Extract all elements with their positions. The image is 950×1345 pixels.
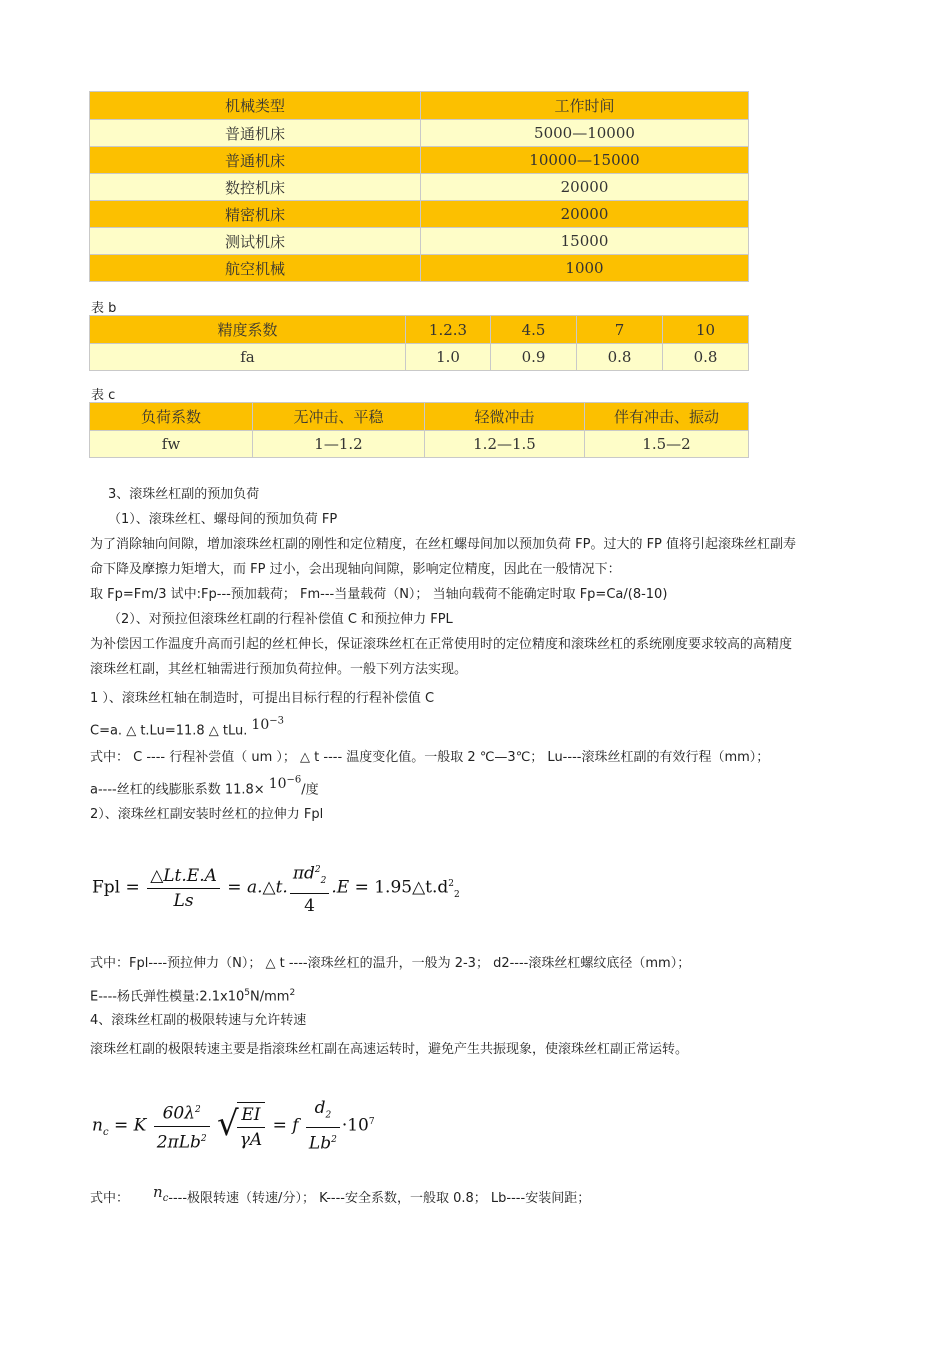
- table-row: [90, 174, 749, 201]
- den-sup: 2: [200, 1133, 207, 1144]
- paragraph-line: 为补偿因工作温度升高而引起的丝杠伸长，保证滚珠丝杠在正常使用时的定位精度和滚珠丝杠的系统刚度要求较高的高精度: [90, 637, 793, 652]
- fraction-numerator: [306, 1098, 340, 1128]
- table-header-cell: 4.5: [491, 316, 577, 344]
- table-header-cell: 1.2.3: [406, 316, 491, 344]
- exp-base: 10: [268, 775, 287, 792]
- table-row: [90, 344, 749, 371]
- table-cell: 5000—10000: [421, 120, 749, 147]
- nc-formula: [92, 1098, 375, 1154]
- fraction-numerator: [290, 860, 330, 894]
- machine-life-table: [89, 91, 749, 282]
- table-cell: 数控机床: [90, 174, 421, 201]
- nc-desc-text: ----极限转速（转速/分）； K----安全系数，一般取 0.8； Lb----安装间距；: [168, 1191, 591, 1206]
- fpl-formula: [92, 860, 460, 916]
- table-header-cell: 10: [663, 316, 749, 344]
- formula-rhs: 1.95△t.d: [374, 877, 449, 898]
- subsection-heading: （2）、对预拉但滚珠丝杠副的行程补偿值 C 和预拉伸力 FPL: [108, 612, 453, 627]
- formula-fraction: [306, 1098, 340, 1154]
- formula-term: K: [133, 1115, 147, 1136]
- table-cell: 0.9: [491, 344, 577, 371]
- tail-sup: 7: [368, 1116, 375, 1127]
- table-cell: 测试机床: [90, 228, 421, 255]
- formula-term: ·10: [341, 1115, 369, 1136]
- fraction-numerator: [154, 1100, 210, 1127]
- table-row: [90, 431, 749, 458]
- subsection-heading: （1）、滚珠丝杠、螺母间的预加负荷 FP: [108, 512, 338, 527]
- table-cell: 1—1.2: [253, 431, 425, 458]
- table-cell: 1.2—1.5: [425, 431, 585, 458]
- formula-line: [90, 715, 284, 741]
- formula-fraction: [290, 860, 330, 916]
- precision-coefficient-table: [89, 315, 749, 371]
- den-text: 2πLb: [156, 1132, 201, 1153]
- table-cell: 1000: [421, 255, 749, 282]
- table-header-cell: 负荷系数: [90, 403, 253, 431]
- table-cell: 普通机床: [90, 147, 421, 174]
- desc-prefix: 式中：: [90, 1191, 130, 1206]
- table-header-cell: 轻微冲击: [425, 403, 585, 431]
- formula-equals: =: [125, 877, 140, 898]
- table-header-cell: 机械类型: [90, 92, 421, 120]
- rhs-sup: 2: [448, 878, 455, 889]
- table-cell: 精密机床: [90, 201, 421, 228]
- table-header-cell: 精度系数: [90, 316, 406, 344]
- num-sup: 2: [314, 865, 321, 875]
- formula-equals: =: [227, 877, 242, 898]
- paragraph-line: [90, 984, 295, 1006]
- fraction-denominator: [306, 1128, 340, 1154]
- table-header-row: [90, 92, 749, 120]
- e-desc-text: E----杨氏弹性模量:2.1x10: [90, 989, 245, 1005]
- table-caption: 表 c: [91, 388, 116, 403]
- load-coefficient-table: [89, 402, 749, 458]
- rhs-sub: 2: [454, 889, 460, 900]
- a-desc-text: a----丝杠的线膨胀系数 11.8×: [90, 782, 265, 798]
- a-unit: /度: [301, 782, 319, 798]
- fraction-numerator: EI: [237, 1105, 265, 1128]
- fraction-denominator: γA: [239, 1130, 263, 1151]
- nc-base: n: [153, 1183, 163, 1201]
- e-power: 5: [244, 988, 251, 998]
- table-header-row: [90, 316, 749, 344]
- c-exponent: [251, 717, 284, 733]
- nc-sub: c: [162, 1193, 169, 1204]
- list-item: 2）、滚珠丝杠副安装时丝杠的拉伸力 Fpl: [90, 807, 324, 822]
- exp-base: 10: [251, 716, 270, 733]
- table-cell: 1.5—2: [585, 431, 749, 458]
- num-sub: 2: [320, 876, 327, 887]
- table-header-cell: 7: [577, 316, 663, 344]
- num-text: 60λ: [162, 1103, 196, 1124]
- table-header-row: [90, 403, 749, 431]
- num-text: πd: [292, 863, 315, 884]
- num-sub: 2: [325, 1110, 332, 1121]
- fraction-denominator: 4: [304, 896, 315, 917]
- table-row: [90, 201, 749, 228]
- formula-term: a.△t.: [246, 877, 288, 898]
- formula-fraction: [147, 866, 220, 911]
- c-formula-text: C=a. △ t.Lu=11.8 △ tLu.: [90, 723, 248, 739]
- formula-lhs: n: [92, 1115, 103, 1136]
- formula-equals: =: [272, 1115, 287, 1136]
- paragraph-line: 式中：Fpl----预拉伸力（N）； △ t ----滚珠丝杠的温升，一般为 2-3； d2----滚珠丝杠螺纹底径（mm）；: [90, 956, 691, 971]
- exp-power: −3: [269, 715, 284, 726]
- table-cell: 0.8: [577, 344, 663, 371]
- table-cell: fw: [90, 431, 253, 458]
- paragraph-line: 为了消除轴向间隙，增加滚珠丝杠副的刚性和定位精度，在丝杠螺母间加以预加负荷 FP。过大的 FP 值将引起滚珠丝杠副寿: [90, 537, 797, 552]
- table-row: [90, 228, 749, 255]
- e-unit-power: 2: [289, 988, 296, 998]
- sqrt-symbol: √: [217, 1104, 239, 1145]
- lhs-sub: c: [102, 1126, 109, 1138]
- fraction-numerator: △Lt.E.A: [147, 866, 220, 889]
- table-cell: fa: [90, 344, 406, 371]
- table-header-cell: 工作时间: [421, 92, 749, 120]
- table-header-cell: 无冲击、平稳: [253, 403, 425, 431]
- table-cell: 10000—15000: [421, 147, 749, 174]
- sqrt-fraction: [237, 1102, 265, 1150]
- formula-term: f: [292, 1115, 299, 1136]
- table-cell: 普通机床: [90, 120, 421, 147]
- section-heading: 4、滚珠丝杠副的极限转速与允许转速: [90, 1013, 307, 1028]
- table-cell: 1.0: [406, 344, 491, 371]
- exp-power: −6: [286, 774, 302, 785]
- paragraph-line: 滚珠丝杠副的极限转速主要是指滚珠丝杠副在高速运转时，避免产生共振现象，使滚珠丝杠副正常运转。: [90, 1042, 689, 1057]
- table-caption: 表 b: [91, 301, 117, 316]
- paragraph-line: 滚珠丝杠副，其丝杠轴需进行预加负荷拉伸。一般下列方法实现。: [90, 662, 468, 677]
- table-cell: 20000: [421, 174, 749, 201]
- fraction-denominator: Ls: [173, 890, 194, 911]
- table-cell: 航空机械: [90, 255, 421, 282]
- list-item: 1 ）、滚珠丝杠轴在制造时，可提出目标行程的行程补偿值 C: [90, 691, 435, 706]
- den-text: Lb: [308, 1134, 332, 1155]
- formula-equals: =: [113, 1115, 129, 1136]
- table-header-cell: 伴有冲击、振动: [585, 403, 749, 431]
- table-cell: 20000: [421, 201, 749, 228]
- e-unit: N/mm: [250, 989, 290, 1005]
- formula-fraction: [154, 1100, 210, 1152]
- table-cell: 0.8: [663, 344, 749, 371]
- table-row: [90, 120, 749, 147]
- den-sup: 2: [331, 1135, 337, 1146]
- paragraph-line: 式中： C ---- 行程补尝值（ um ）； △ t ---- 温度变化值。一般取 2 ℃—3℃； Lu----滚珠丝杠副的有效行程（mm）；: [90, 750, 770, 765]
- nc-symbol: [153, 1183, 169, 1204]
- paragraph-line: [90, 774, 319, 800]
- num-text: d: [314, 1098, 326, 1118]
- formula-lhs: Fpl: [92, 877, 121, 898]
- paragraph-line: 命下降及摩擦力矩增大，而 FP 过小，会出现轴向间隙，影响定位精度，因此在一般情况下：: [90, 562, 621, 577]
- table-row: [90, 147, 749, 174]
- formula-equals: =: [354, 877, 369, 898]
- section-heading: 3、滚珠丝杠副的预加负荷: [108, 487, 260, 502]
- table-cell: 15000: [421, 228, 749, 255]
- formula-term: .E: [331, 877, 350, 898]
- table-row: [90, 255, 749, 282]
- fraction-denominator: [154, 1127, 210, 1153]
- a-exponent: [269, 776, 302, 792]
- num-sup: 2: [195, 1104, 201, 1115]
- paragraph-line: 取 Fp=Fm/3 试中:Fp---预加载荷； Fm---当量载荷（N）； 当轴向载荷不能确定时取 Fp=Ca/(8-10): [90, 587, 668, 602]
- paragraph-line: [90, 1183, 591, 1213]
